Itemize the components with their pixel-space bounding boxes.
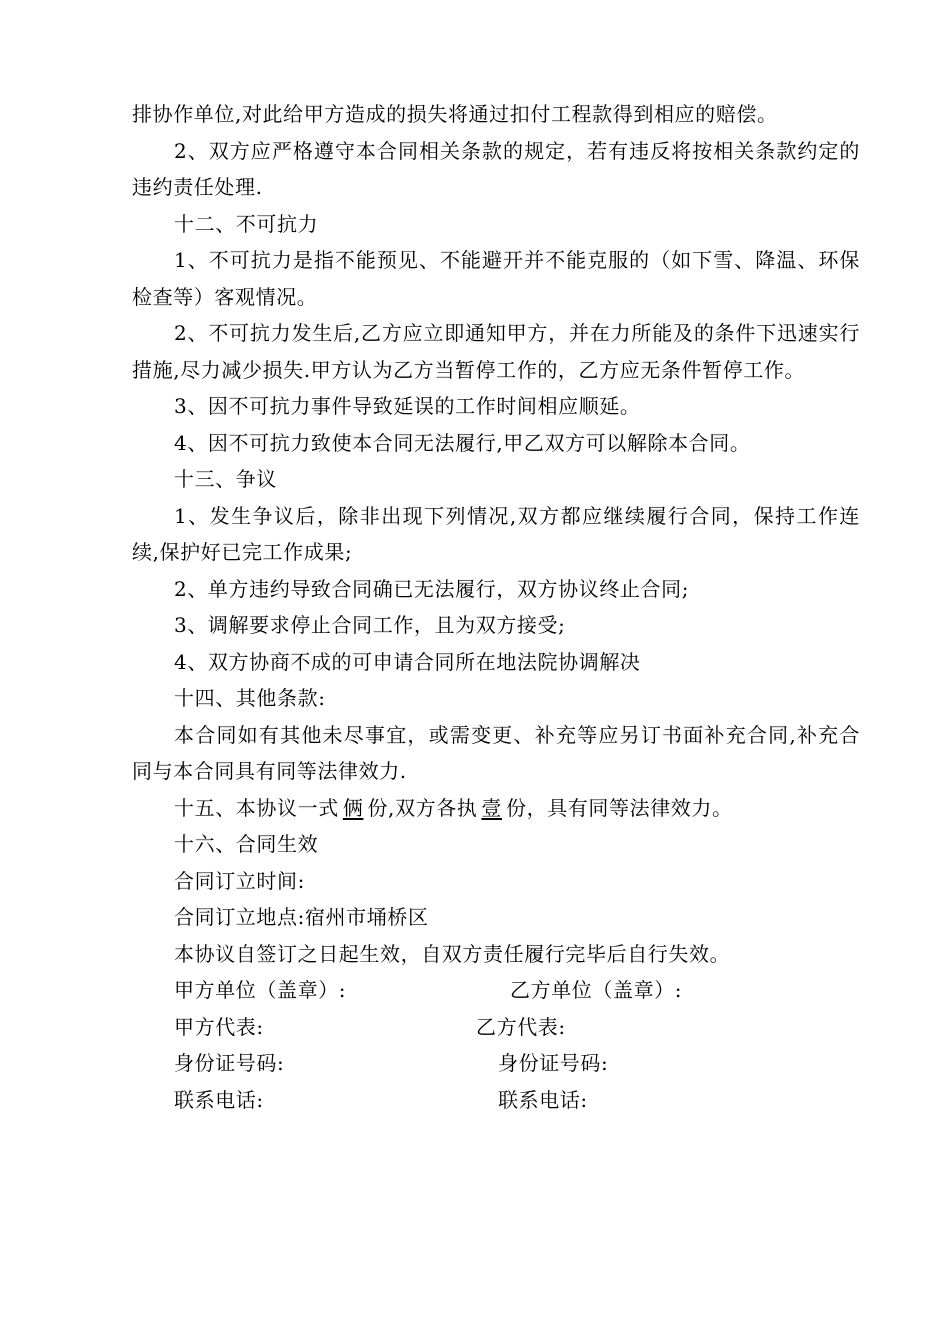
party-a-rep-label: 甲方代表: [174,1014,264,1039]
section-heading-other-terms: 十四、其他条款: [174,686,326,710]
section-heading-effective: 十六、合同生效 [174,832,319,856]
paragraph-force-majeure-notice: 2、不可抗力发生后,乙方应立即通知甲方，并在力所能及的条件下迅速实行措施,尽力减少损失.甲方认为乙方当暂停工作的，乙方应无条件暂停工作。 [132,321,860,382]
paragraph-force-majeure-definition: 1、不可抗力是指不能预见、不能避开并不能克服的（如下雪、降温、环保检查等）客观情况。 [132,248,860,309]
paragraph-compensation-continued: 排协作单位,对此给甲方造成的损失将通过扣付工程款得到相应的赔偿。 [132,102,778,126]
copies-total: 俩 [342,795,364,820]
paragraph-copies [132,790,860,827]
party-b-rep-label: 乙方代表: [476,1014,566,1039]
signature-row-representative [132,1009,860,1046]
copies-prefix: 十五、本协议一式 [174,795,339,820]
sign-place-label: 合同订立地点: [174,905,305,929]
party-a-id-label: 身份证号码: [174,1051,285,1075]
paragraph-breach-clause: 2、双方应严格遵守本合同相关条款的规定，若有违反将按相关条款约定的违约责任处理. [132,138,860,199]
copies-suffix: 份，具有同等法律效力。 [506,795,733,820]
signature-row-unit [132,972,860,1009]
paragraph-effective-clause: 本协议自签订之日起生效，自双方责任履行完毕后自行失效。 [174,941,731,966]
party-a-phone-label: 联系电话: [174,1087,264,1112]
copies-each: 壹 [481,795,502,820]
section-heading-dispute: 十三、争议 [174,467,277,491]
signature-row-id [132,1045,860,1082]
sign-place-line [132,899,860,936]
paragraph-force-majeure-delay: 3、因不可抗力事件导致延误的工作时间相应顺延。 [174,394,641,418]
paragraph-dispute-court: 4、双方协商不成的可申请合同所在地法院协调解决 [174,649,641,674]
sign-place-value: 宿州市埇桥区 [304,905,429,929]
party-b-id-label: 身份证号码: [498,1051,609,1075]
paragraph-force-majeure-termination: 4、因不可抗力致使本合同无法履行,甲乙双方可以解除本合同。 [174,430,751,455]
section-heading-force-majeure: 十二、不可抗力 [174,211,319,236]
contract-body [132,96,860,1118]
sign-time-label: 合同订立时间: [174,868,305,893]
paragraph-dispute-breach: 2、单方违约导致合同确已无法履行，双方协议终止合同; [174,576,690,601]
party-a-unit-label: 甲方单位（盖章）: [174,978,347,1002]
copies-middle: 份,双方各执 [367,795,478,820]
paragraph-dispute-continue: 1、发生争议后，除非出现下列情况,双方都应继续履行合同，保持工作连续,保护好已完工作成果; [132,503,860,564]
party-b-unit-label: 乙方单位（盖章）: [510,978,683,1002]
paragraph-dispute-mediation: 3、调解要求停止合同工作，且为双方接受; [174,613,566,637]
signature-row-phone [132,1082,860,1119]
paragraph-other-terms: 本合同如有其他未尽事宜，或需变更、补充等应另订书面补充合同,补充合同与本合同具有同等法律效力. [132,722,860,783]
party-b-phone-label: 联系电话: [498,1087,588,1112]
